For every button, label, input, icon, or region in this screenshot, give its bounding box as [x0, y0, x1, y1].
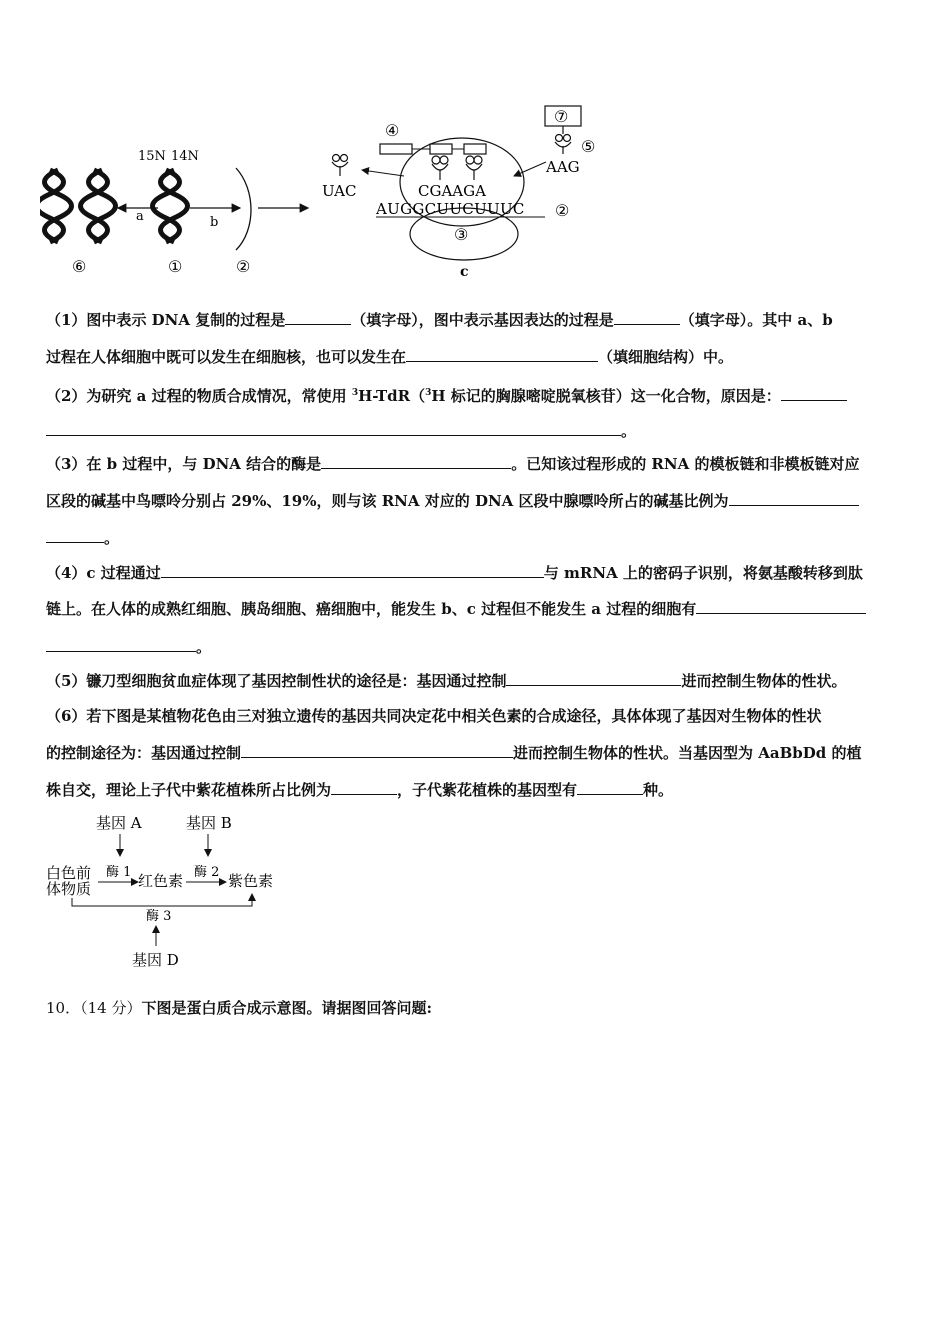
q3-line3 — [46, 528, 908, 548]
q2-sup-1: 3 — [351, 388, 359, 398]
q5-line1 — [46, 671, 908, 691]
q5-text-a: （5）镰刀型细胞贫血症体现了基因控制性状的途径是：基因通过控制 — [46, 672, 507, 690]
q6-line2 — [46, 743, 908, 763]
precursor-line2: 体物质 — [46, 880, 92, 898]
q3-text-end: 。 — [104, 529, 120, 547]
pigment-pathway-diagram — [44, 810, 294, 975]
q3-blank-2[interactable] — [729, 491, 859, 506]
q1-blank-2[interactable] — [614, 310, 680, 325]
label-3: ③ — [454, 225, 469, 244]
q6-line1 — [46, 706, 908, 726]
rna-strand-2 — [236, 168, 251, 250]
q10-text: 下图是蛋白质合成示意图。请据图回答问题: — [141, 999, 432, 1017]
dna-process-figure — [40, 100, 620, 290]
trna-incoming — [555, 126, 571, 154]
dna-helix-6b — [81, 170, 116, 242]
precursor-line1: 白色前 — [46, 864, 92, 882]
label-2: ② — [236, 257, 251, 276]
label-1: ① — [168, 257, 183, 276]
amino-acid-box-3 — [464, 144, 486, 154]
q3-blank-1[interactable] — [321, 454, 511, 469]
enzyme-2-label: 酶 2 — [194, 865, 220, 880]
enzyme-3-path — [72, 894, 252, 906]
q6-text-a: （6）若下图是某植物花色由三对独立遗传的基因共同决定花中相关色素的合成途径，具体体现了基因对生物体的性状 — [46, 707, 822, 725]
label-7: ⑦ — [554, 107, 569, 126]
anticodon-uac: UAC — [322, 182, 357, 200]
q1-text-a: （1）图中表示 DNA 复制的过程是 — [46, 311, 286, 329]
label-b: b — [210, 215, 219, 230]
q1-text-c: （填字母）。其中 a、b — [679, 311, 833, 329]
red-pigment: 红色素 — [138, 872, 184, 890]
q2-blank-1[interactable] — [781, 386, 847, 401]
q6-line3 — [46, 780, 908, 800]
q4-blank-2[interactable] — [696, 599, 866, 614]
label-15n: 15N — [138, 149, 166, 164]
q2-blank-2[interactable] — [46, 421, 621, 436]
q1-blank-1[interactable] — [285, 310, 351, 325]
q2-text-c: H 标记的胸腺嘧啶脱氧核苷）这一化合物，原因是： — [431, 387, 781, 405]
purple-pigment: 紫色素 — [228, 872, 274, 890]
q6-text-f: 种。 — [643, 781, 674, 799]
q4-text-a: （4）c 过程通过 — [46, 564, 161, 582]
q10-line — [46, 998, 432, 1018]
q1-line1 — [46, 310, 908, 330]
mrna-sequence: AUGGCUUCUUUC — [376, 200, 525, 218]
q5-blank-1[interactable] — [506, 671, 681, 686]
q6-text-e: ，子代紫花植株的基因型有 — [397, 781, 578, 799]
q6-text-d: 株自交，理论上子代中紫花植株所占比例为 — [46, 781, 332, 799]
q1-text-e: （填细胞结构）中。 — [598, 348, 734, 366]
q2-text-end: 。 — [621, 422, 637, 440]
q3-blank-3[interactable] — [46, 528, 104, 543]
label-6: ⑥ — [72, 257, 87, 276]
q10-number: 10．（14 分） — [46, 999, 142, 1017]
q4-text-b: 与 mRNA 上的密码子识别，将氨基酸转移到肽 — [543, 564, 863, 582]
dna-helix-6a — [40, 170, 72, 242]
label-4: ④ — [385, 121, 400, 140]
label-5: ⑤ — [581, 137, 596, 156]
q4-text-c: 链上。在人体的成熟红细胞、胰岛细胞、癌细胞中，能发生 b、c 过程但不能发生 a 过程的细胞有 — [46, 600, 697, 618]
q6-text-b: 的控制途径为：基因通过控制 — [46, 744, 242, 762]
dna-helix-1 — [153, 170, 188, 242]
q1-text-d: 过程在人体细胞中既可以发生在细胞核，也可以发生在 — [46, 348, 407, 366]
q2-text-a: （2）为研究 a 过程的物质合成情况，常使用 — [46, 387, 352, 405]
q1-line2 — [46, 347, 908, 367]
q1-text-b: （填字母），图中表示基因表达的过程是 — [351, 311, 614, 329]
q4-line1 — [46, 563, 908, 583]
q3-line1 — [46, 454, 908, 474]
q6-blank-3[interactable] — [577, 780, 643, 795]
q4-blank-1[interactable] — [161, 563, 544, 578]
arrow-trna-out — [362, 170, 404, 176]
q1-blank-3[interactable] — [406, 347, 598, 362]
amino-acid-box-2 — [430, 144, 452, 154]
gene-d-label: 基因 D — [132, 951, 179, 969]
enzyme-1-label: 酶 1 — [106, 865, 132, 880]
label-a: a — [136, 209, 144, 224]
q3-text-a: （3）在 b 过程中，与 DNA 结合的酶是 — [46, 455, 322, 473]
q6-blank-2[interactable] — [331, 780, 397, 795]
q4-line3 — [46, 637, 908, 657]
trna-in-ribosome — [432, 156, 482, 180]
q5-text-b: 进而控制生物体的性状。 — [681, 672, 847, 690]
q6-text-c: 进而控制生物体的性状。当基因型为 AaBbDd 的植 — [513, 744, 862, 762]
q3-text-b: 。已知该过程形成的 RNA 的模板链和非模板链对应 — [511, 455, 860, 473]
label-2-right: ② — [555, 201, 570, 220]
trna-outgoing — [332, 155, 348, 177]
q4-blank-3[interactable] — [46, 637, 196, 652]
q2-text-b: H-TdR（ — [358, 387, 426, 405]
codon-aag: AAG — [546, 158, 580, 176]
q3-text-c: 区段的碱基中鸟嘌呤分别占 29%、19%，则与该 RNA 对应的 DNA 区段中腺嘌呤所占的碱基比例为 — [46, 492, 729, 510]
q2-line2 — [46, 421, 908, 441]
gene-a-label: 基因 A — [96, 814, 142, 832]
amino-acid-4 — [380, 144, 412, 154]
q4-text-end: 。 — [196, 638, 212, 656]
anticodon-cgaaga: CGAAGA — [418, 182, 486, 200]
enzyme-3-label: 酶 3 — [146, 909, 172, 924]
gene-b-label: 基因 B — [186, 814, 232, 832]
q3-line2 — [46, 491, 908, 511]
q2-line1 — [46, 383, 908, 406]
q4-line2 — [46, 599, 908, 619]
label-c: c — [460, 264, 469, 280]
label-14n: 14N — [171, 149, 199, 164]
q2-sup-2: 3 — [425, 388, 432, 398]
q6-blank-1[interactable] — [241, 743, 513, 758]
